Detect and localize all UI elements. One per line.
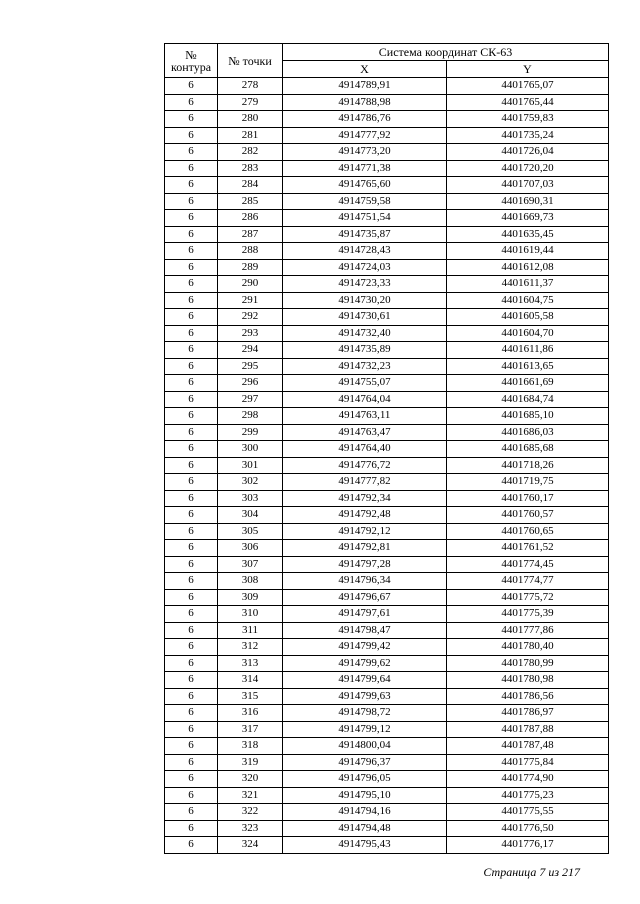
header-y: Y (447, 61, 609, 78)
y-cell: 4401776,17 (447, 837, 609, 854)
table-row (165, 738, 609, 755)
y-cell: 4401775,55 (447, 804, 609, 821)
x-cell: 4914724,03 (283, 259, 447, 276)
x-cell: 4914755,07 (283, 375, 447, 392)
table-row (165, 837, 609, 854)
table-row (165, 556, 609, 573)
table-body (165, 78, 609, 854)
table-row (165, 540, 609, 557)
y-cell: 4401685,68 (447, 441, 609, 458)
header-point: № точки (218, 44, 283, 78)
contour-cell: 6 (165, 276, 218, 293)
y-cell: 4401613,65 (447, 358, 609, 375)
point-cell: 293 (218, 325, 283, 342)
point-cell: 319 (218, 754, 283, 771)
point-cell: 316 (218, 705, 283, 722)
point-cell: 295 (218, 358, 283, 375)
contour-cell: 6 (165, 523, 218, 540)
contour-cell: 6 (165, 655, 218, 672)
contour-cell: 6 (165, 639, 218, 656)
y-cell: 4401765,44 (447, 94, 609, 111)
contour-cell: 6 (165, 490, 218, 507)
x-cell: 4914795,10 (283, 787, 447, 804)
y-cell: 4401604,70 (447, 325, 609, 342)
x-cell: 4914796,34 (283, 573, 447, 590)
header-x: X (283, 61, 447, 78)
contour-cell: 6 (165, 754, 218, 771)
contour-cell: 6 (165, 243, 218, 260)
x-cell: 4914764,40 (283, 441, 447, 458)
table-row (165, 226, 609, 243)
contour-cell: 6 (165, 507, 218, 524)
table-row (165, 754, 609, 771)
table-row (165, 144, 609, 161)
table-header (165, 44, 609, 78)
contour-cell: 6 (165, 622, 218, 639)
point-cell: 287 (218, 226, 283, 243)
table-row (165, 672, 609, 689)
y-cell: 4401774,77 (447, 573, 609, 590)
point-cell: 302 (218, 474, 283, 491)
contour-cell: 6 (165, 556, 218, 573)
y-cell: 4401786,56 (447, 688, 609, 705)
x-cell: 4914786,76 (283, 111, 447, 128)
table-row (165, 523, 609, 540)
table-row (165, 94, 609, 111)
x-cell: 4914763,47 (283, 424, 447, 441)
contour-cell: 6 (165, 111, 218, 128)
x-cell: 4914732,40 (283, 325, 447, 342)
point-cell: 285 (218, 193, 283, 210)
point-cell: 320 (218, 771, 283, 788)
point-cell: 298 (218, 408, 283, 425)
x-cell: 4914773,20 (283, 144, 447, 161)
x-cell: 4914788,98 (283, 94, 447, 111)
coordinates-table (164, 43, 609, 854)
x-cell: 4914728,43 (283, 243, 447, 260)
contour-cell: 6 (165, 820, 218, 837)
table-row (165, 490, 609, 507)
table-row (165, 408, 609, 425)
y-cell: 4401760,57 (447, 507, 609, 524)
contour-cell: 6 (165, 375, 218, 392)
contour-cell: 6 (165, 606, 218, 623)
table-row (165, 589, 609, 606)
point-cell: 299 (218, 424, 283, 441)
table-row (165, 259, 609, 276)
table-row (165, 820, 609, 837)
header-contour (165, 44, 218, 78)
header-contour-no: № (185, 47, 197, 62)
x-cell: 4914800,04 (283, 738, 447, 755)
contour-cell: 6 (165, 259, 218, 276)
point-cell: 301 (218, 457, 283, 474)
contour-cell: 6 (165, 292, 218, 309)
x-cell: 4914799,63 (283, 688, 447, 705)
header-contour-label: контура (170, 59, 212, 74)
table-row (165, 177, 609, 194)
x-cell: 4914799,12 (283, 721, 447, 738)
point-cell: 281 (218, 127, 283, 144)
y-cell: 4401611,37 (447, 276, 609, 293)
y-cell: 4401780,99 (447, 655, 609, 672)
y-cell: 4401605,58 (447, 309, 609, 326)
contour-cell: 6 (165, 127, 218, 144)
table-row (165, 111, 609, 128)
y-cell: 4401611,86 (447, 342, 609, 359)
x-cell: 4914764,04 (283, 391, 447, 408)
point-cell: 286 (218, 210, 283, 227)
y-cell: 4401765,07 (447, 78, 609, 95)
x-cell: 4914751,54 (283, 210, 447, 227)
table-row (165, 391, 609, 408)
point-cell: 288 (218, 243, 283, 260)
point-cell: 283 (218, 160, 283, 177)
table-row (165, 655, 609, 672)
table-row (165, 787, 609, 804)
contour-cell: 6 (165, 160, 218, 177)
table-row (165, 78, 609, 95)
point-cell: 308 (218, 573, 283, 590)
table-row (165, 771, 609, 788)
x-cell: 4914796,37 (283, 754, 447, 771)
table-row (165, 193, 609, 210)
header-coordinate-system: Система координат СК-63 (283, 44, 609, 61)
point-cell: 306 (218, 540, 283, 557)
contour-cell: 6 (165, 358, 218, 375)
x-cell: 4914735,87 (283, 226, 447, 243)
table-row (165, 721, 609, 738)
contour-cell: 6 (165, 226, 218, 243)
point-cell: 280 (218, 111, 283, 128)
point-cell: 291 (218, 292, 283, 309)
x-cell: 4914794,16 (283, 804, 447, 821)
point-cell: 322 (218, 804, 283, 821)
table-row (165, 358, 609, 375)
y-cell: 4401612,08 (447, 259, 609, 276)
point-cell: 289 (218, 259, 283, 276)
table-row (165, 573, 609, 590)
y-cell: 4401719,75 (447, 474, 609, 491)
y-cell: 4401759,83 (447, 111, 609, 128)
point-cell: 303 (218, 490, 283, 507)
x-cell: 4914732,23 (283, 358, 447, 375)
table-row (165, 276, 609, 293)
x-cell: 4914797,61 (283, 606, 447, 623)
y-cell: 4401707,03 (447, 177, 609, 194)
contour-cell: 6 (165, 424, 218, 441)
x-cell: 4914771,38 (283, 160, 447, 177)
table-row (165, 292, 609, 309)
table-row (165, 688, 609, 705)
x-cell: 4914799,62 (283, 655, 447, 672)
y-cell: 4401760,17 (447, 490, 609, 507)
table-row (165, 342, 609, 359)
y-cell: 4401635,45 (447, 226, 609, 243)
x-cell: 4914796,67 (283, 589, 447, 606)
x-cell: 4914799,42 (283, 639, 447, 656)
point-cell: 279 (218, 94, 283, 111)
y-cell: 4401669,73 (447, 210, 609, 227)
table-row (165, 127, 609, 144)
point-cell: 323 (218, 820, 283, 837)
y-cell: 4401775,39 (447, 606, 609, 623)
y-cell: 4401774,90 (447, 771, 609, 788)
point-cell: 304 (218, 507, 283, 524)
y-cell: 4401718,26 (447, 457, 609, 474)
x-cell: 4914730,20 (283, 292, 447, 309)
point-cell: 324 (218, 837, 283, 854)
contour-cell: 6 (165, 721, 218, 738)
y-cell: 4401684,74 (447, 391, 609, 408)
point-cell: 318 (218, 738, 283, 755)
contour-cell: 6 (165, 804, 218, 821)
x-cell: 4914777,92 (283, 127, 447, 144)
contour-cell: 6 (165, 573, 218, 590)
contour-cell: 6 (165, 177, 218, 194)
table-row (165, 424, 609, 441)
y-cell: 4401726,04 (447, 144, 609, 161)
y-cell: 4401690,31 (447, 193, 609, 210)
contour-cell: 6 (165, 408, 218, 425)
table-row (165, 804, 609, 821)
point-cell: 300 (218, 441, 283, 458)
point-cell: 311 (218, 622, 283, 639)
contour-cell: 6 (165, 540, 218, 557)
y-cell: 4401780,98 (447, 672, 609, 689)
point-cell: 312 (218, 639, 283, 656)
y-cell: 4401787,88 (447, 721, 609, 738)
x-cell: 4914730,61 (283, 309, 447, 326)
table-row (165, 160, 609, 177)
x-cell: 4914777,82 (283, 474, 447, 491)
contour-cell: 6 (165, 738, 218, 755)
contour-cell: 6 (165, 309, 218, 326)
point-cell: 284 (218, 177, 283, 194)
contour-cell: 6 (165, 589, 218, 606)
y-cell: 4401777,86 (447, 622, 609, 639)
x-cell: 4914723,33 (283, 276, 447, 293)
point-cell: 278 (218, 78, 283, 95)
y-cell: 4401661,69 (447, 375, 609, 392)
contour-cell: 6 (165, 210, 218, 227)
y-cell: 4401685,10 (447, 408, 609, 425)
contour-cell: 6 (165, 672, 218, 689)
x-cell: 4914797,28 (283, 556, 447, 573)
y-cell: 4401735,24 (447, 127, 609, 144)
point-cell: 309 (218, 589, 283, 606)
point-cell: 307 (218, 556, 283, 573)
contour-cell: 6 (165, 457, 218, 474)
contour-cell: 6 (165, 94, 218, 111)
contour-cell: 6 (165, 144, 218, 161)
point-cell: 321 (218, 787, 283, 804)
table-row (165, 606, 609, 623)
y-cell: 4401686,03 (447, 424, 609, 441)
x-cell: 4914792,48 (283, 507, 447, 524)
table-row (165, 457, 609, 474)
x-cell: 4914792,34 (283, 490, 447, 507)
point-cell: 296 (218, 375, 283, 392)
x-cell: 4914796,05 (283, 771, 447, 788)
point-cell: 282 (218, 144, 283, 161)
contour-cell: 6 (165, 193, 218, 210)
x-cell: 4914776,72 (283, 457, 447, 474)
table-row (165, 309, 609, 326)
page-number: Страница 7 из 217 (483, 865, 580, 879)
y-cell: 4401720,20 (447, 160, 609, 177)
table-row (165, 474, 609, 491)
y-cell: 4401761,52 (447, 540, 609, 557)
x-cell: 4914792,12 (283, 523, 447, 540)
y-cell: 4401619,44 (447, 243, 609, 260)
table-row (165, 375, 609, 392)
table-row (165, 210, 609, 227)
point-cell: 315 (218, 688, 283, 705)
x-cell: 4914798,72 (283, 705, 447, 722)
y-cell: 4401786,97 (447, 705, 609, 722)
y-cell: 4401775,23 (447, 787, 609, 804)
point-cell: 313 (218, 655, 283, 672)
contour-cell: 6 (165, 705, 218, 722)
point-cell: 290 (218, 276, 283, 293)
contour-cell: 6 (165, 441, 218, 458)
table-row (165, 622, 609, 639)
point-cell: 314 (218, 672, 283, 689)
table-row (165, 705, 609, 722)
contour-cell: 6 (165, 325, 218, 342)
x-cell: 4914798,47 (283, 622, 447, 639)
contour-cell: 6 (165, 391, 218, 408)
x-cell: 4914765,60 (283, 177, 447, 194)
x-cell: 4914794,48 (283, 820, 447, 837)
x-cell: 4914792,81 (283, 540, 447, 557)
y-cell: 4401774,45 (447, 556, 609, 573)
x-cell: 4914759,58 (283, 193, 447, 210)
y-cell: 4401775,84 (447, 754, 609, 771)
x-cell: 4914763,11 (283, 408, 447, 425)
point-cell: 317 (218, 721, 283, 738)
y-cell: 4401760,65 (447, 523, 609, 540)
table-row (165, 243, 609, 260)
x-cell: 4914799,64 (283, 672, 447, 689)
point-cell: 292 (218, 309, 283, 326)
contour-cell: 6 (165, 787, 218, 804)
contour-cell: 6 (165, 771, 218, 788)
point-cell: 305 (218, 523, 283, 540)
x-cell: 4914735,89 (283, 342, 447, 359)
y-cell: 4401604,75 (447, 292, 609, 309)
point-cell: 297 (218, 391, 283, 408)
contour-cell: 6 (165, 688, 218, 705)
table-row (165, 639, 609, 656)
contour-cell: 6 (165, 78, 218, 95)
table-row (165, 507, 609, 524)
x-cell: 4914789,91 (283, 78, 447, 95)
point-cell: 294 (218, 342, 283, 359)
y-cell: 4401787,48 (447, 738, 609, 755)
table-row (165, 325, 609, 342)
y-cell: 4401775,72 (447, 589, 609, 606)
x-cell: 4914795,43 (283, 837, 447, 854)
point-cell: 310 (218, 606, 283, 623)
y-cell: 4401780,40 (447, 639, 609, 656)
contour-cell: 6 (165, 342, 218, 359)
contour-cell: 6 (165, 474, 218, 491)
y-cell: 4401776,50 (447, 820, 609, 837)
table-row (165, 441, 609, 458)
contour-cell: 6 (165, 837, 218, 854)
